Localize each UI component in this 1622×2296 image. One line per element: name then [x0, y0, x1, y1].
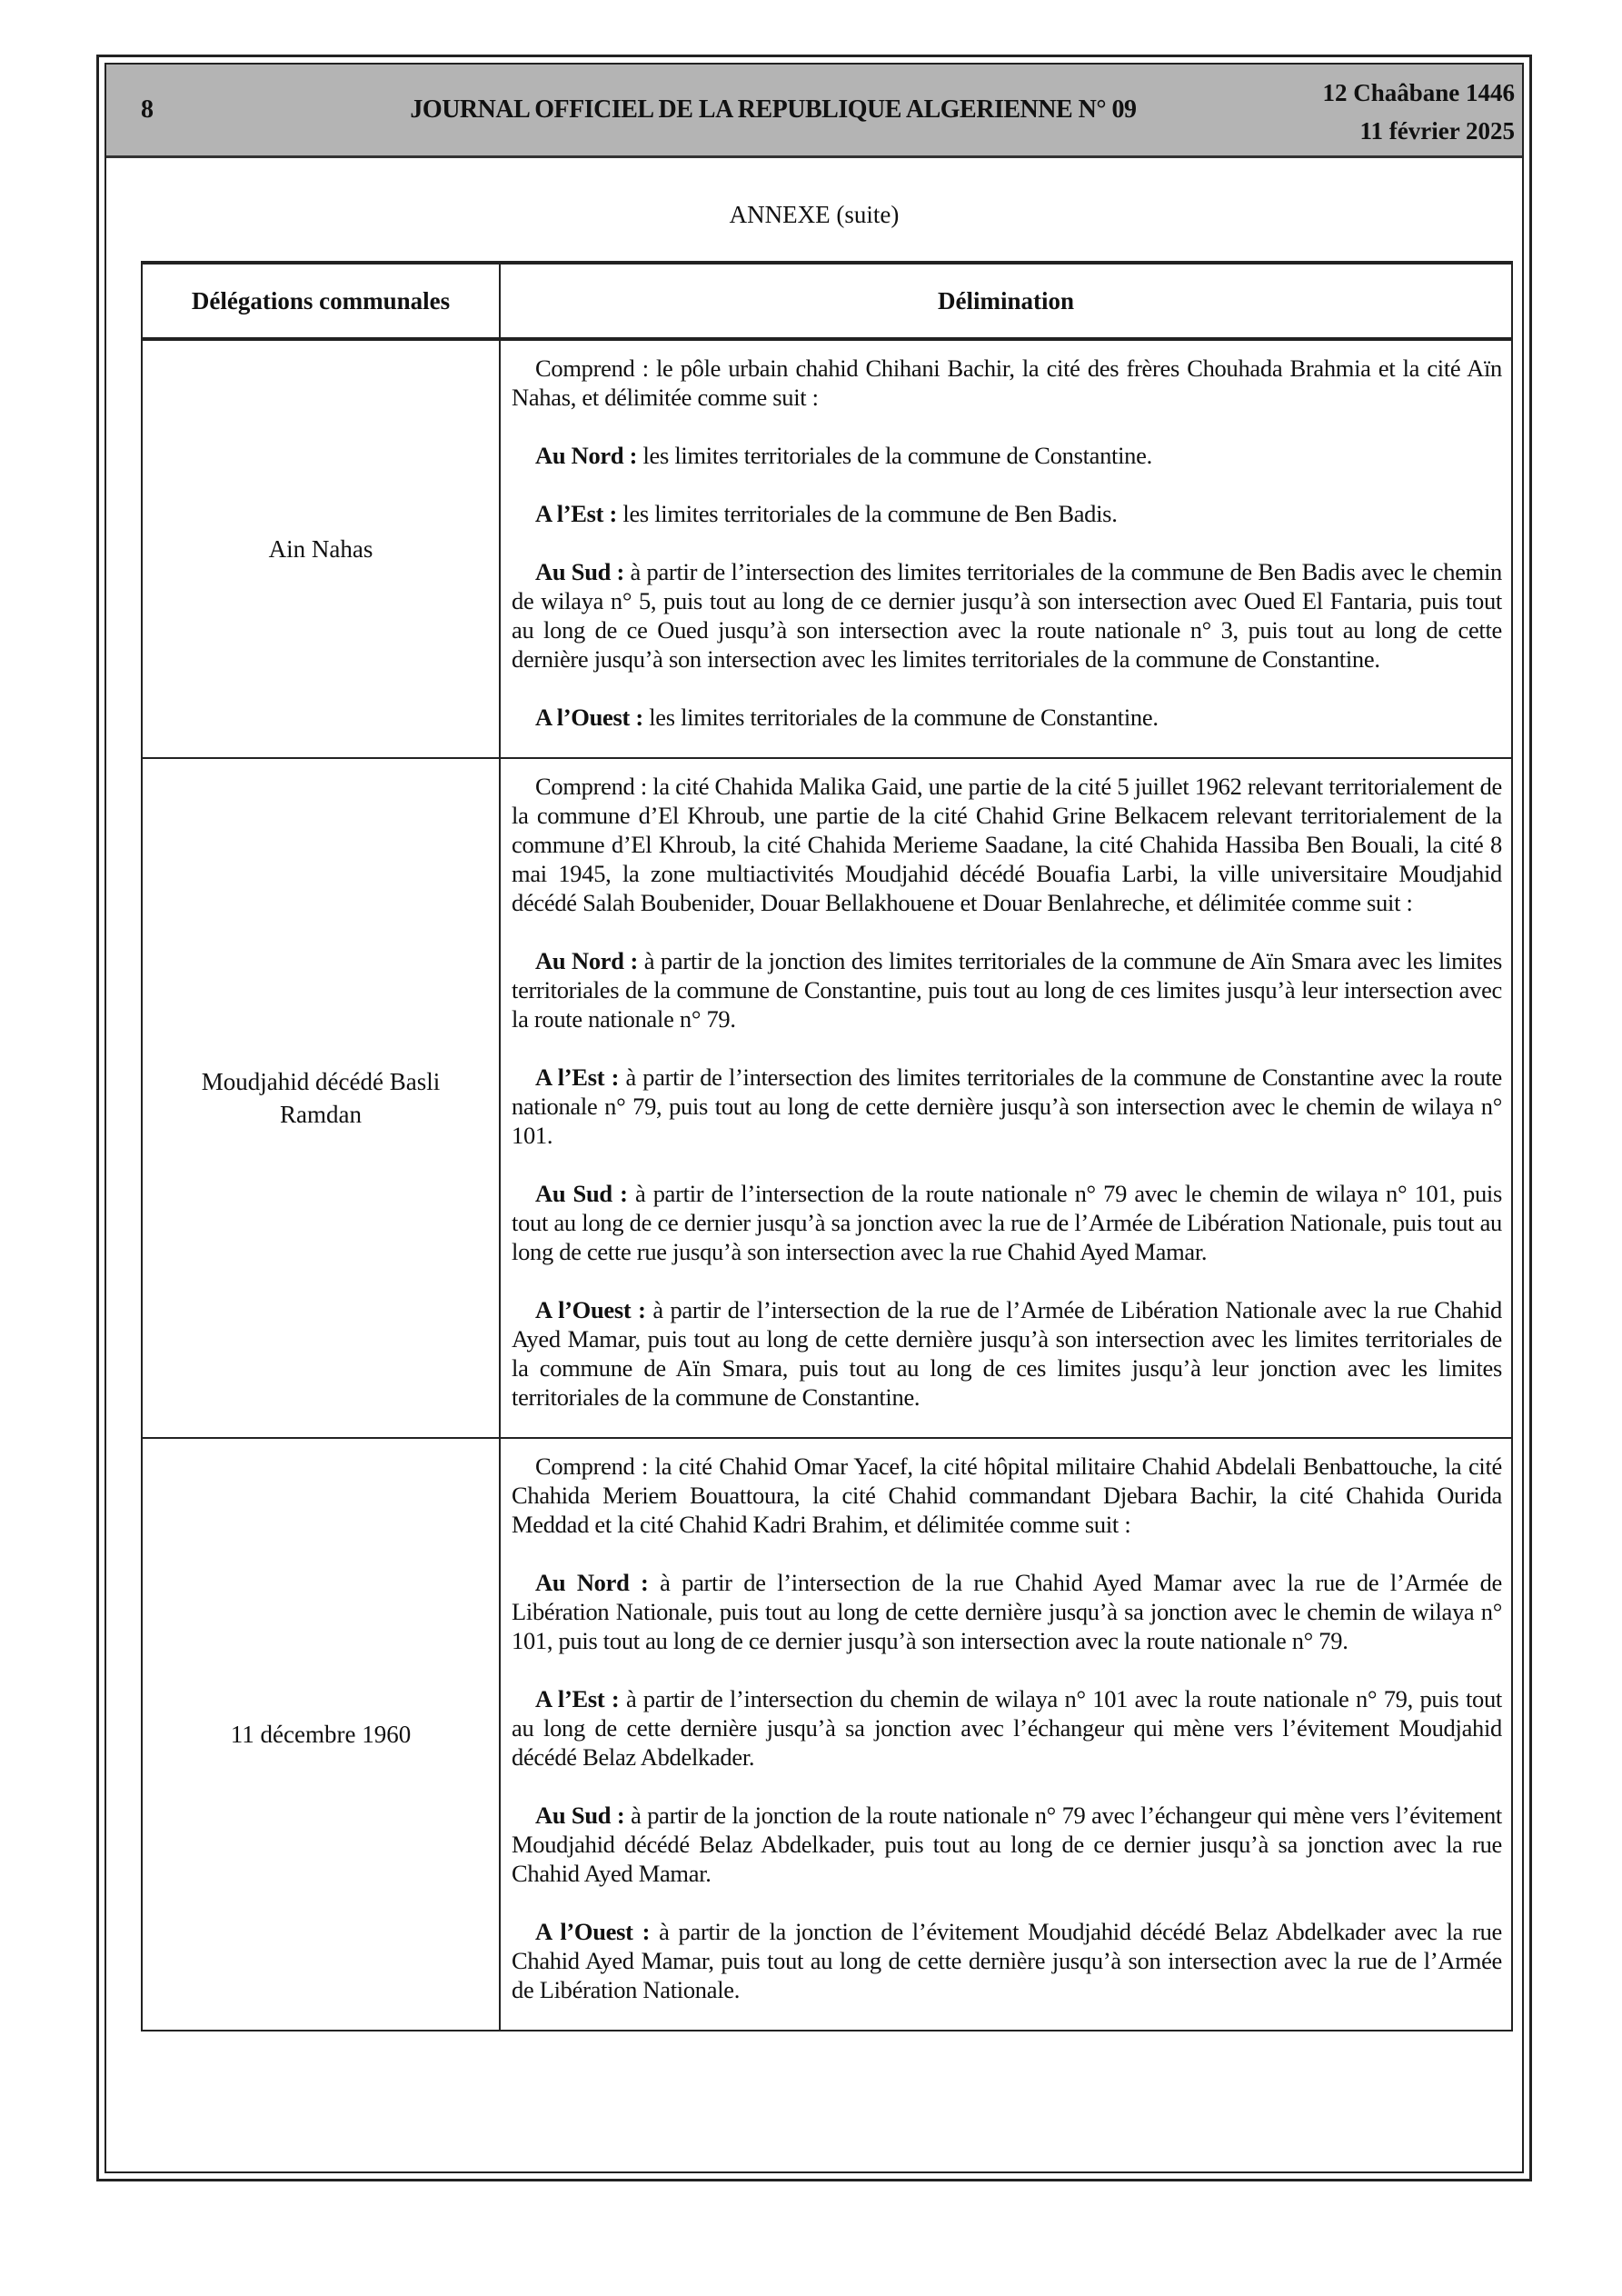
direction-label: A l’Est : — [535, 1063, 620, 1091]
direction-label: Au Sud : — [535, 1802, 625, 1829]
delimitation-cell — [500, 1438, 1512, 2031]
direction-label: A l’Ouest : — [535, 1296, 646, 1323]
delimitation-cell — [500, 339, 1512, 758]
delimitation-paragraph — [512, 354, 1502, 412]
direction-label: A l’Est : — [535, 500, 618, 527]
direction-label: Au Sud : — [535, 558, 625, 585]
paragraph-text: à partir de l’intersection des limites territoriales de la commune de Ben Badis avec le chemin de wilaya n° 5, puis tout au long de ce dernier jusqu’à son intersection avec Oued El Fantaria, puis tout au long de ce Oued jusqu’à son intersection avec la route nationale n° 3, puis tout au long de cette dernière jusqu’à son intersection avec les limites territoriales de la commune de Constantine. — [512, 558, 1502, 673]
column-header-delegations: Délégations communales — [142, 263, 500, 339]
direction-label: Au Sud : — [535, 1180, 628, 1207]
page-number: 8 — [141, 95, 154, 124]
table-row — [142, 758, 1512, 1438]
direction-label: A l’Ouest : — [535, 1918, 651, 1945]
delegation-name: 11 décembre 1960 — [142, 1438, 500, 2031]
paragraph-text: à partir de l’intersection de la rue de l’Armée de Libération Nationale avec la rue Chahid Ayed Mamar, puis tout au long de cette dernière jusqu’à son intersection avec les limites territoriales de la commune de Aïn Smara, puis tout au long de ces limites jusqu’à leur jonction avec les limites territoriales de la commune de Constantine. — [512, 1296, 1502, 1411]
journal-title: JOURNAL OFFICIEL DE LA REPUBLIQUE ALGERIENNE N° 09 — [410, 95, 1137, 124]
paragraph-text: les limites territoriales de la commune de Ben Badis. — [617, 500, 1118, 527]
delimitation-paragraph — [512, 703, 1502, 732]
delimitation-paragraph — [512, 1568, 1502, 1655]
delimitation-paragraph — [512, 441, 1502, 470]
paragraph-text: Comprend : le pôle urbain chahid Chihani Bachir, la cité des frères Chouhada Brahmia et la cité Aïn Nahas, et délimitée comme suit : — [512, 354, 1502, 411]
delimitation-paragraph — [512, 946, 1502, 1033]
page-inner-frame — [104, 63, 1524, 2173]
paragraph-text: à partir de l’intersection de la rue Chahid Ayed Mamar avec la rue de l’Armée de Libération Nationale, puis tout au long de cette dernière jusqu’à sa jonction avec le chemin de wilaya n° 101, puis tout au long de ce dernier jusqu’à son intersection avec la route nationale n° 79. — [512, 1569, 1503, 1654]
delimitation-paragraph — [512, 1063, 1502, 1150]
direction-label: A l’Est : — [535, 1685, 620, 1712]
paragraph-text: Comprend : la cité Chahida Malika Gaid, une partie de la cité 5 juillet 1962 relevant territorialement de la commune d’El Khroub, une partie de la cité Chahid Grine Belkacem relevant territorialement de la commune d’El Khroub, la cité Chahida Merieme Saadane, la cité Chahida Hassiba Ben Bouali, la cité 8 mai 1945, la zone multiactivités Moudjahid décédé Bouafia Larbi, la ville universitaire Moudjahid décédé Salah Boubenider, Douar Bellakhouene et Douar Benlahreche, et délimitée comme suit : — [512, 773, 1502, 916]
direction-label: Au Nord : — [535, 1569, 649, 1596]
delegation-name: Moudjahid décédé Basli Ramdan — [142, 758, 500, 1438]
column-header-delimination: Délimination — [500, 263, 1512, 339]
paragraph-text: à partir de la jonction de l’évitement Moudjahid décédé Belaz Abdelkader avec la rue Chahid Ayed Mamar, puis tout au long de cette dernière jusqu’à son intersection avec la rue de l’Armée de Libération Nationale. — [512, 1918, 1503, 2003]
table-row — [142, 1438, 1512, 2031]
delimitation-paragraph — [512, 1801, 1502, 1888]
paragraph-text: à partir de l’intersection de la route nationale n° 79 avec le chemin de wilaya n° 101, puis tout au long de ce dernier jusqu’à sa jonction avec la rue de l’Armée de Libération Nationale, puis tout au long de cette rue jusqu’à son intersection avec la rue Chahid Ayed Mamar. — [512, 1180, 1502, 1265]
direction-label: A l’Ouest : — [535, 704, 643, 731]
delimitation-paragraph — [512, 1684, 1502, 1772]
paragraph-text: à partir de la jonction de la route nationale n° 79 avec l’échangeur qui mène vers l’évitement Moudjahid décédé Belaz Abdelkader, puis tout au long de ce dernier jusqu’à sa jonction avec la rue Chahid Ayed Mamar. — [512, 1802, 1502, 1887]
table-header-row — [142, 263, 1512, 339]
gregorian-date: 11 février 2025 — [1359, 117, 1515, 145]
table-row — [142, 339, 1512, 758]
header-dates — [1322, 74, 1515, 150]
delimitation-paragraph — [512, 499, 1502, 528]
delimitation-paragraph — [512, 1179, 1502, 1266]
hijri-date: 12 Chaâbane 1446 — [1322, 79, 1515, 106]
direction-label: Au Nord : — [535, 442, 638, 469]
delimitation-paragraph — [512, 1295, 1502, 1412]
paragraph-text: à partir de l’intersection du chemin de wilaya n° 101 avec la route nationale n° 79, puis tout au long de cette dernière jusqu’à sa jonction avec l’échangeur qui mène vers l’évitement Moudjahid décédé Belaz Abdelkader. — [512, 1685, 1502, 1771]
paragraph-text: à partir de l’intersection des limites territoriales de la commune de Constantine avec la route nationale n° 79, puis tout au long de cette dernière jusqu’à son intersection avec le chemin de wilaya n° 101. — [512, 1063, 1502, 1149]
paragraph-text: à partir de la jonction des limites territoriales de la commune de Aïn Smara avec les limites territoriales de la commune de Constantine, puis tout au long de ces limites jusqu’à leur intersection avec la route nationale n° 79. — [512, 947, 1503, 1033]
delimitation-table — [141, 261, 1513, 2031]
delimitation-paragraph — [512, 1452, 1502, 1539]
page-frame — [96, 55, 1532, 2181]
direction-label: Au Nord : — [535, 947, 638, 974]
paragraph-text: Comprend : la cité Chahid Omar Yacef, la cité hôpital militaire Chahid Abdelali Benbattouche, la cité Chahida Meriem Bouattoura, la cité Chahid commandant Djebara Bachir, la cité Chahida Ourida Meddad et la cité Chahid Kadri Brahim, et délimitée comme suit : — [512, 1452, 1502, 1538]
delimitation-cell — [500, 758, 1512, 1438]
delimitation-paragraph — [512, 772, 1502, 917]
delimitation-paragraph — [512, 1917, 1502, 2004]
delimitation-paragraph — [512, 557, 1502, 674]
journal-header — [106, 65, 1522, 158]
annexe-title: ANNEXE (suite) — [729, 201, 900, 228]
delegation-name: Ain Nahas — [142, 339, 500, 758]
paragraph-text: les limites territoriales de la commune de Constantine. — [637, 442, 1152, 469]
paragraph-text: les limites territoriales de la commune de Constantine. — [642, 704, 1159, 731]
